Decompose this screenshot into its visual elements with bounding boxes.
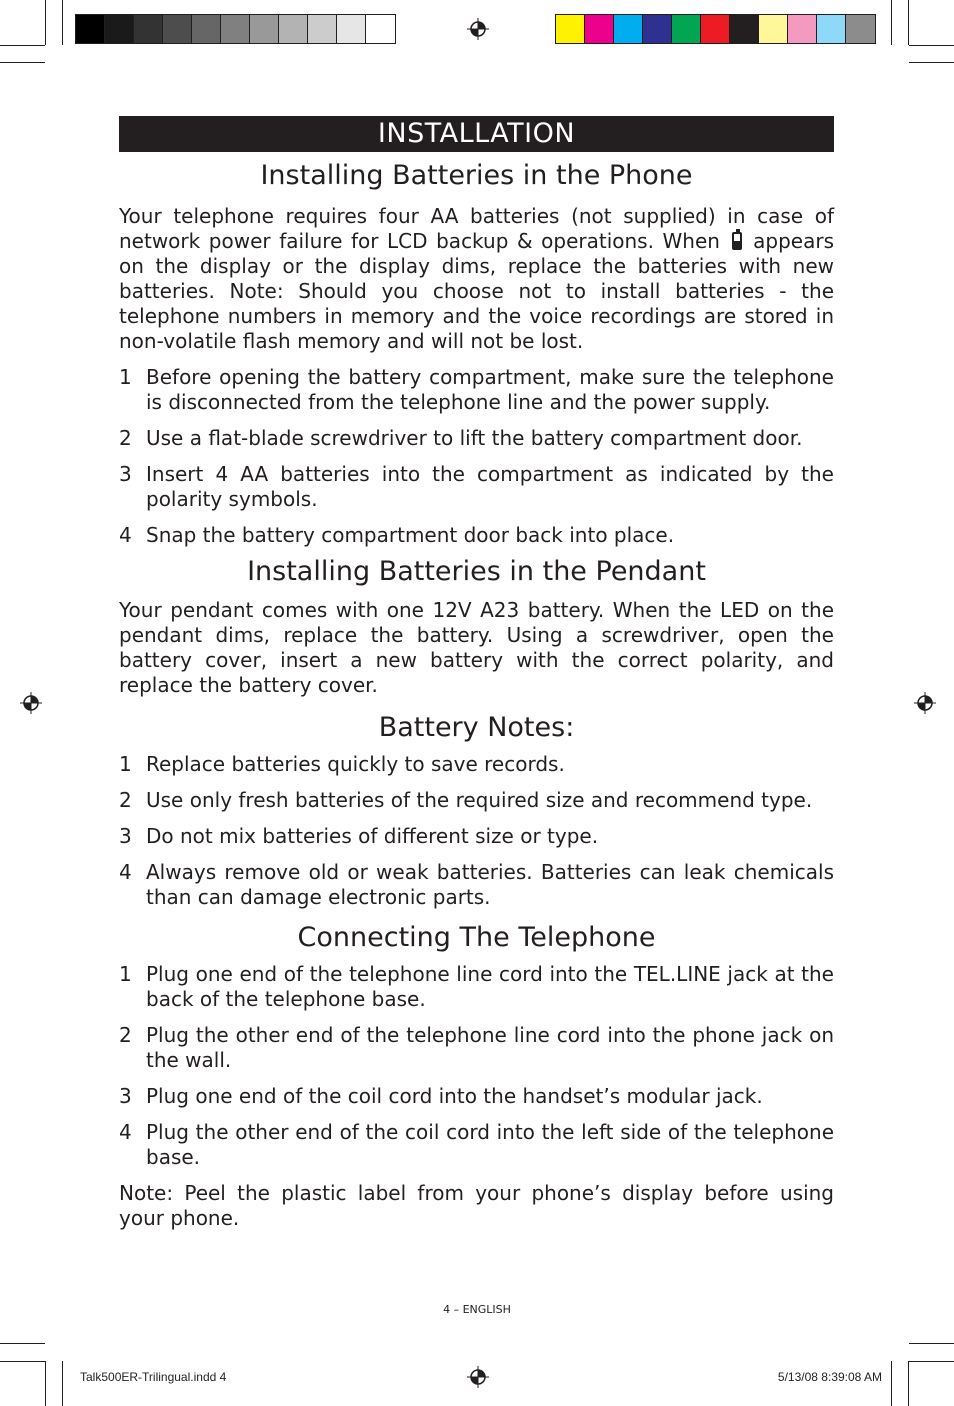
list-item [119, 523, 834, 548]
color-swatch [163, 15, 192, 43]
step-text: Plug the other end of the coil cord into the left side of the telephone base. [146, 1120, 834, 1169]
color-swatch [585, 15, 614, 43]
step-text: Use only fresh batteries of the required size and recommend type. [146, 788, 813, 812]
list-item [119, 426, 834, 451]
color-swatch [846, 15, 875, 43]
crop-mark [0, 1343, 45, 1344]
step-number: 2 [119, 426, 132, 450]
crop-mark [0, 45, 45, 46]
color-swatch [221, 15, 250, 43]
page-content [119, 116, 834, 1231]
step-number: 2 [119, 788, 132, 812]
step-text: Replace batteries quickly to save records. [146, 752, 565, 776]
list-item [119, 1084, 834, 1109]
crop-mark [909, 62, 954, 63]
registration-mark-icon [467, 1366, 489, 1388]
section-title-phone-batteries: Installing Batteries in the Phone [260, 160, 693, 191]
step-number: 4 [119, 523, 132, 547]
crop-mark [908, 1361, 909, 1406]
step-text: Use a flat-blade screwdriver to lift the battery compartment door. [146, 426, 803, 450]
phone-batteries-paragraph [119, 204, 834, 354]
color-swatch [105, 15, 134, 43]
step-text: Insert 4 AA batteries into the compartment as indicated by the polarity symbols. [146, 462, 834, 511]
color-swatch [672, 15, 701, 43]
color-swatch [192, 15, 221, 43]
step-number: 4 [119, 1120, 132, 1144]
color-swatch [730, 15, 759, 43]
crop-mark [45, 1361, 46, 1406]
list-item [119, 860, 834, 910]
color-swatch [366, 15, 395, 43]
color-swatch [308, 15, 337, 43]
color-swatch [556, 15, 585, 43]
registration-mark-icon [914, 692, 936, 714]
crop-mark [891, 0, 892, 45]
crop-mark [45, 0, 46, 45]
registration-mark-icon [467, 18, 489, 40]
color-swatch [614, 15, 643, 43]
registration-mark-icon [20, 692, 42, 714]
process-color-bar [555, 14, 876, 44]
step-text: Always remove old or weak batteries. Batteries can leak chemicals than can damage electronic parts. [146, 860, 834, 909]
step-number: 3 [119, 824, 132, 848]
step-number: 1 [119, 752, 132, 776]
color-swatch [134, 15, 163, 43]
color-swatch [759, 15, 788, 43]
color-swatch [76, 15, 105, 43]
color-swatch [701, 15, 730, 43]
section-title-connecting: Connecting The Telephone [297, 922, 656, 953]
paragraph-text: : Should you choose not to install batteries - the telephone numbers in memory and the voice recordings are stored in non-volatile flash memory and will not be lost. [119, 279, 834, 353]
crop-mark [0, 62, 45, 63]
step-number: 3 [119, 462, 132, 486]
crop-mark [891, 1361, 892, 1406]
section-banner: INSTALLATION [119, 116, 834, 152]
list-item [119, 462, 834, 512]
color-swatch [279, 15, 308, 43]
step-number: 3 [119, 1084, 132, 1108]
paragraph-text: Your telephone requires four AA batteries (not supplied) in case of network power failure for LCD backup & operations. When [119, 204, 834, 253]
step-text: Plug one end of the coil cord into the handset’s modular jack. [146, 1084, 763, 1108]
file-slug: Talk500ER-Trilingual.indd 4 [80, 1370, 227, 1384]
color-swatch [337, 15, 366, 43]
step-number: 4 [119, 860, 132, 884]
crop-mark [62, 0, 63, 45]
list-item [119, 1120, 834, 1170]
color-swatch [817, 15, 846, 43]
step-number: 2 [119, 1023, 132, 1047]
pendant-batteries-paragraph: Your pendant comes with one 12V A23 battery. When the LED on the pendant dims, replace the battery. Using a screwdriver, open the battery cover, insert a new battery with the correct polarity, and replace the battery cover. [119, 598, 834, 697]
color-swatch [643, 15, 672, 43]
step-text: Before opening the battery compartment, make sure the telephone is disconnected from the telephone line and the power supply. [146, 365, 834, 414]
date-slug: 5/13/08 8:39:08 AM [777, 1370, 882, 1384]
list-item [119, 752, 834, 777]
crop-mark [909, 1343, 954, 1344]
page-footer: 4 – ENGLISH [443, 1303, 511, 1316]
list-item [119, 962, 834, 1012]
crop-mark [909, 1361, 954, 1362]
step-text: Plug one end of the telephone line cord into the TEL.LINE jack at the back of the telephone base. [146, 962, 834, 1011]
step-text: Plug the other end of the telephone line cord into the phone jack on the wall. [146, 1023, 834, 1072]
list-item [119, 788, 834, 813]
paragraph-text: appears on the display or the display dims, replace the batteries with new batteries. [119, 229, 835, 303]
connecting-steps [119, 962, 834, 1170]
crop-mark [62, 1361, 63, 1406]
step-text: Do not mix batteries of different size or type. [146, 824, 599, 848]
color-swatch [250, 15, 279, 43]
connecting-note: Note: Peel the plastic label from your phone’s display before using your phone. [119, 1181, 834, 1230]
note-label: Note [229, 279, 277, 303]
crop-mark [908, 0, 909, 45]
phone-battery-steps [119, 365, 834, 548]
section-title-battery-notes: Battery Notes: [378, 712, 575, 743]
step-text: Snap the battery compartment door back into place. [146, 523, 675, 547]
step-number: 1 [119, 962, 132, 986]
list-item [119, 365, 834, 415]
crop-mark [0, 1361, 45, 1362]
battery-low-icon [732, 232, 742, 250]
list-item [119, 824, 834, 849]
section-title-pendant-batteries: Installing Batteries in the Pendant [247, 556, 706, 587]
crop-mark [909, 45, 954, 46]
battery-notes-list [119, 752, 834, 910]
color-swatch [788, 15, 817, 43]
grayscale-color-bar [75, 14, 396, 44]
list-item [119, 1023, 834, 1073]
step-number: 1 [119, 365, 132, 389]
